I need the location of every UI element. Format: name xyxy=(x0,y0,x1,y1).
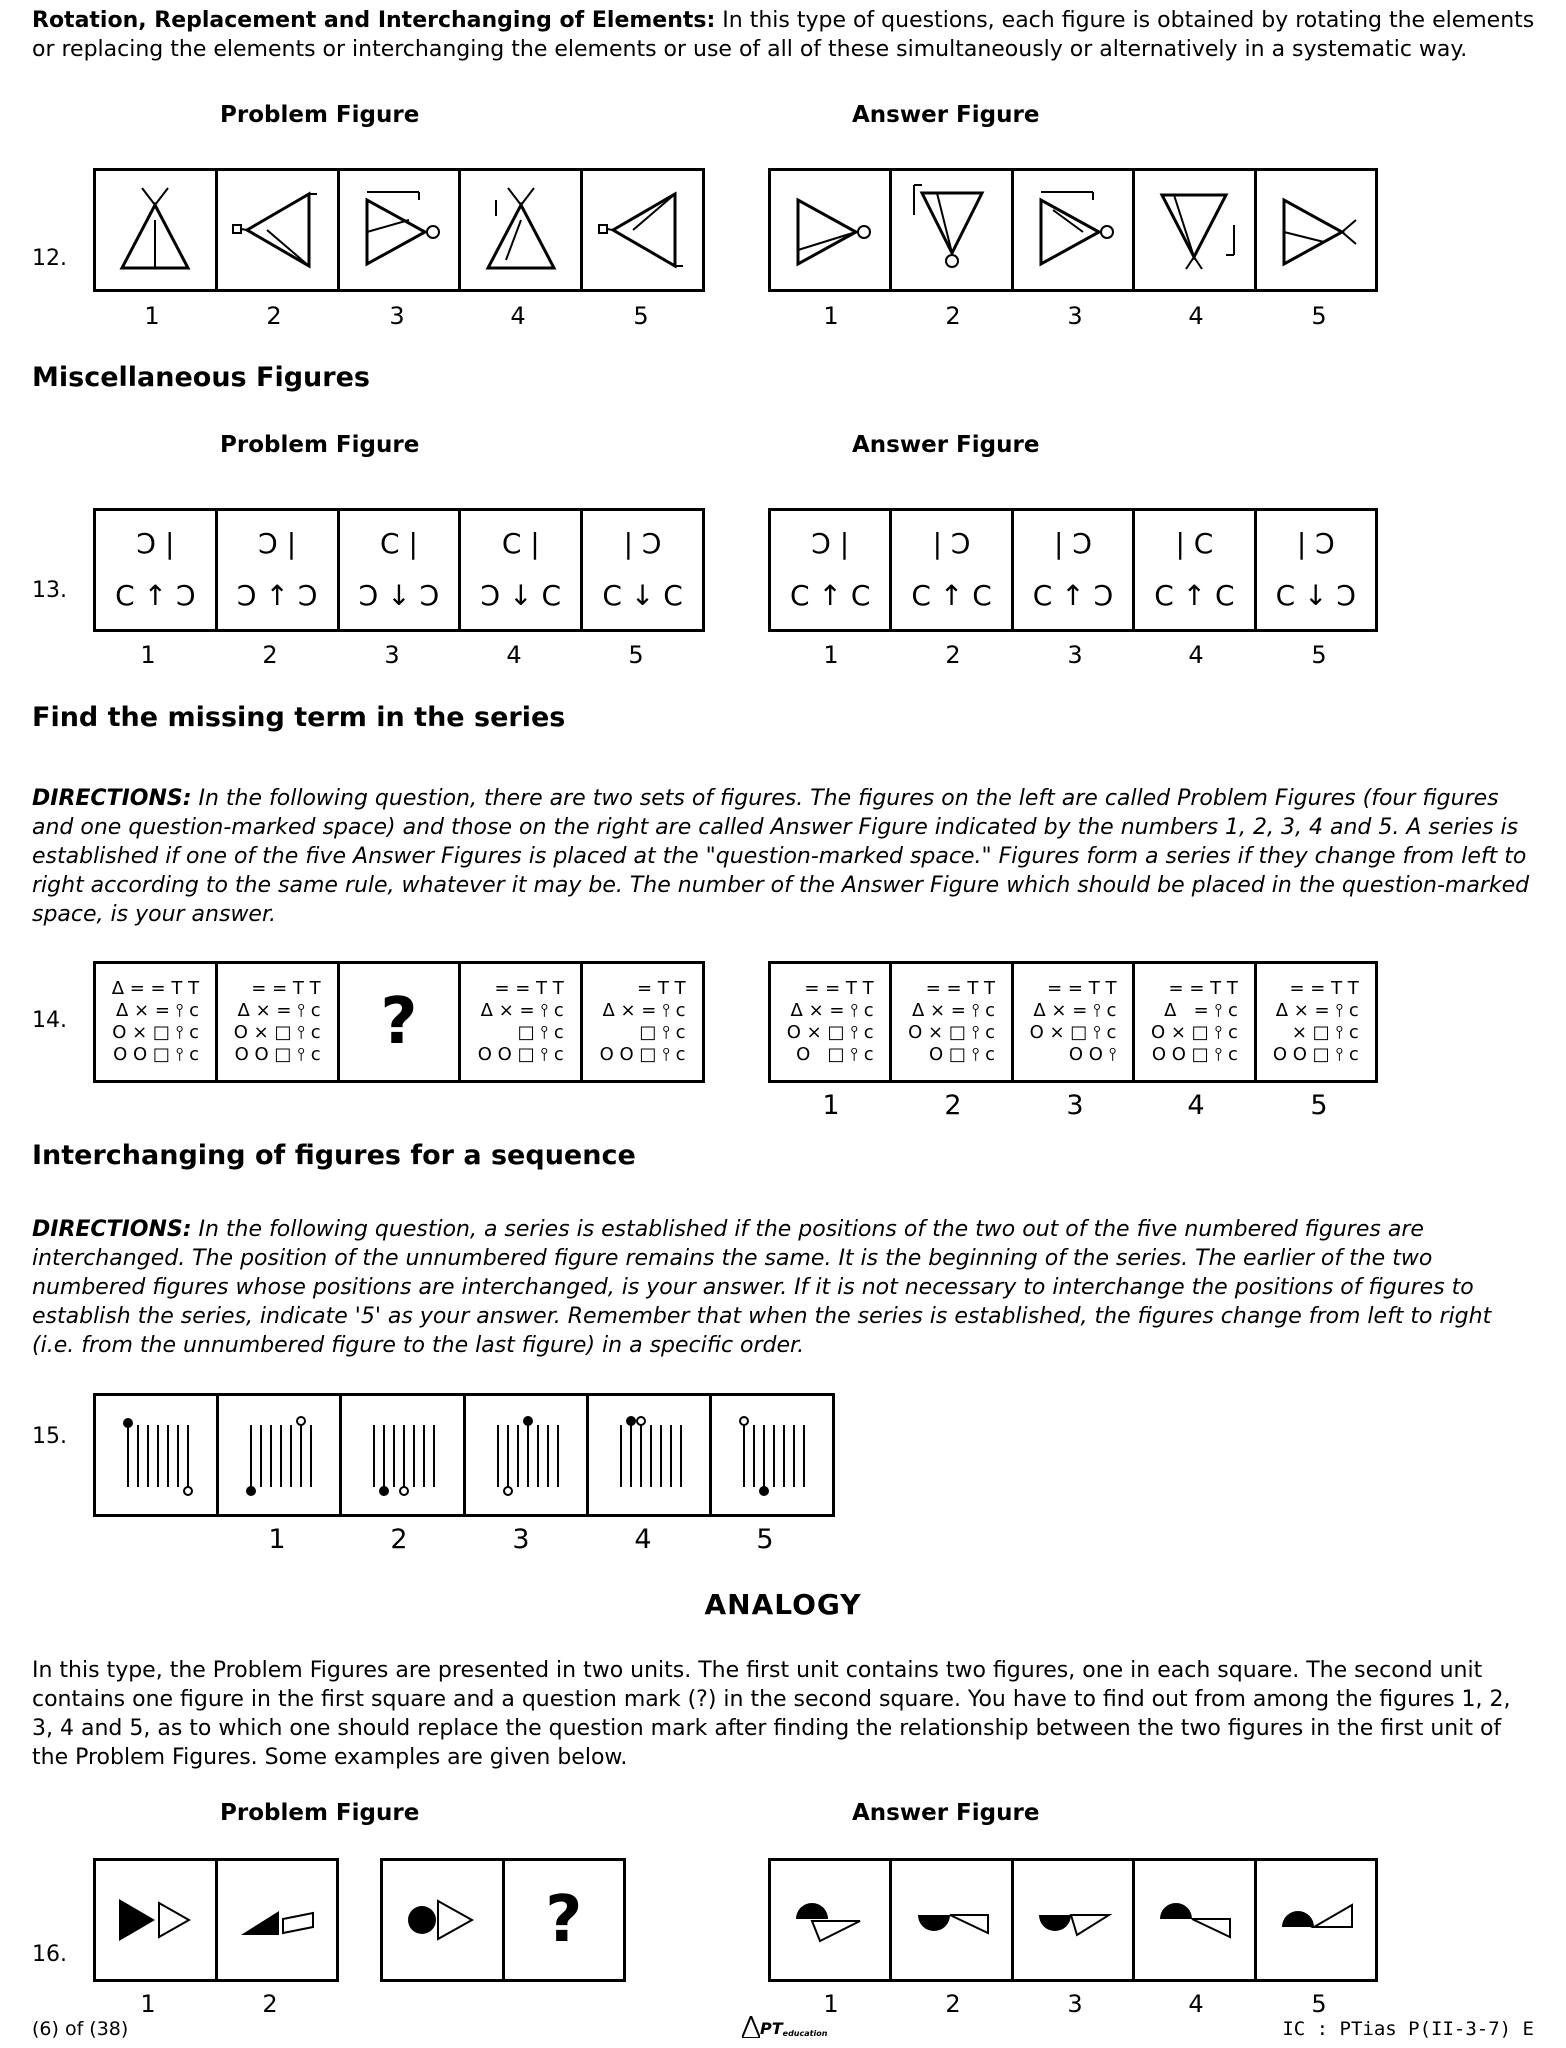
q16-answer-fig-4 xyxy=(1135,1861,1256,1979)
q13-bottom: Ɔ ↑ Ɔ xyxy=(236,579,318,612)
logo-icon xyxy=(742,2016,760,2038)
symbol-grid: = = T T Δ = ⫯ c O × □ ⫯ c O O □ ⫯ c xyxy=(1150,978,1238,1065)
q13-problem-num-5: 5 xyxy=(628,641,644,669)
lines-figure xyxy=(106,1405,206,1505)
q16-problem-num-1: 1 xyxy=(140,1990,156,2018)
q12-answer-fig-1 xyxy=(771,171,892,289)
analogy-heading: ANALOGY xyxy=(704,1588,862,1621)
question-mark: ? xyxy=(545,1883,583,1957)
q13-top: Ɔ | xyxy=(811,527,850,560)
q16-answer-num-5: 5 xyxy=(1311,1990,1327,2018)
footer-code: IC : PTias P(II-3-7) E xyxy=(1282,2018,1534,2040)
q13-answer-num-2: 2 xyxy=(945,641,961,669)
page-number: (6) of (38) xyxy=(32,2018,129,2040)
q13-top: | Ɔ xyxy=(623,527,662,560)
q16-answer-num-2: 2 xyxy=(945,1990,961,2018)
q15-figures xyxy=(93,1393,835,1517)
symbol-grid: Δ = = T T Δ × = ⫯ c O × □ ⫯ c O O □ ⫯ c xyxy=(111,978,200,1065)
triangles-figure xyxy=(227,1875,327,1965)
interchange-directions-label: DIRECTIONS: xyxy=(32,1217,192,1242)
triangle-figure xyxy=(593,180,693,280)
semicircle-triangle-figure xyxy=(1266,1875,1366,1965)
q12-problem-num-3: 3 xyxy=(389,302,405,330)
q13-problem-num-3: 3 xyxy=(384,641,400,669)
q13-top: | Ɔ xyxy=(1054,527,1093,560)
symbol-grid: = = T T Δ × = ⫯ c O × □ ⫯ c O □ ⫯ c xyxy=(908,978,996,1065)
q16-answer-fig-2 xyxy=(892,1861,1013,1979)
intro-bold: Rotation, Replacement and Interchanging of Elements: xyxy=(32,8,716,33)
q13-bottom: C ↓ Ɔ xyxy=(1275,579,1357,612)
q13-bottom: C ↓ C xyxy=(602,579,683,612)
q13-problem-figures xyxy=(93,508,705,632)
logo-text: PT xyxy=(760,2019,783,2038)
series-directions-label: DIRECTIONS: xyxy=(32,786,192,811)
interchange-directions-text: In the following question, a series is established if the positions of the two out of the five numbered figures are interchanged. The position of the unnumbered figure remains the same. It is the beginning of the series. The earlier of the two numbered figures whose positions are interchanged, is your answer. If it is not necessary to interchange the positions of figures to establish the series, indicate '5' as your answer. Remember that when the series is established, the figures change from left to right (i.e. from the unnumbered figure to the last figure) in a specific order. xyxy=(32,1217,1492,1358)
semicircle-triangle-figure xyxy=(1023,1875,1123,1965)
q13-problem-num-2: 2 xyxy=(262,641,278,669)
q16-problem-unit-1 xyxy=(93,1858,339,1982)
q16-problem-unit-2 xyxy=(380,1858,626,1982)
series-directions-text: In the following question, there are two sets of figures. The figures on the left are called Problem Figures (four figures and one question-marked space) and those on the right are called Answer Figure indicated by the numbers 1, 2, 3, 4 and 5. A series is established if one of the five Answer Figures is placed at the "question-marked space." Figures form a series if they change from left to right according to the same rule, whatever it may be. The number of the Answer Figure which should be placed in the question-marked space, is your answer. xyxy=(32,786,1530,927)
symbol-grid: = = T T Δ × = ⫯ c O × □ ⫯ c O □ ⫯ c xyxy=(786,978,874,1065)
triangle-figure xyxy=(780,180,880,280)
semicircle-triangle-figure xyxy=(902,1875,1002,1965)
symbol-grid: = = T T Δ × = ⫯ c O × □ ⫯ c O O □ ⫯ c xyxy=(233,978,321,1065)
q12-number: 12. xyxy=(32,246,67,271)
triangle-figure xyxy=(1023,180,1123,280)
semicircle-triangle-figure xyxy=(1144,1875,1244,1965)
triangles-figure xyxy=(105,1875,205,1965)
symbol-grid: = = T T Δ × = ⫯ c □ ⫯ c O O □ ⫯ c xyxy=(477,978,564,1065)
q14-problem-fig-2 xyxy=(218,964,340,1080)
q14-answer-fig-3 xyxy=(1014,964,1135,1080)
q12-answer-num-1: 1 xyxy=(823,302,839,330)
logo-subtext: education xyxy=(782,2029,828,2038)
triangle-figure xyxy=(227,180,327,280)
interchange-heading: Interchanging of figures for a sequence xyxy=(32,1140,636,1171)
misc-heading: Miscellaneous Figures xyxy=(32,362,370,393)
q14-answer-fig-4 xyxy=(1135,964,1256,1080)
q16-problem-fig-1 xyxy=(96,1861,218,1979)
q16-answer-fig-3 xyxy=(1014,1861,1135,1979)
q15-fig-1 xyxy=(219,1396,342,1514)
q13-problem-num-4: 4 xyxy=(506,641,522,669)
q16-problem-fig-2 xyxy=(218,1861,337,1979)
q15-num-1: 1 xyxy=(268,1524,286,1555)
q16-answer-num-1: 1 xyxy=(823,1990,839,2018)
q14-problem-fig-5 xyxy=(583,964,702,1080)
intro-paragraph xyxy=(32,6,1537,64)
q13-bottom: Ɔ ↓ Ɔ xyxy=(358,579,440,612)
q13-top: Ɔ | xyxy=(258,527,297,560)
q13-bottom: C ↑ Ɔ xyxy=(115,579,196,612)
publisher-logo xyxy=(742,2016,827,2038)
series-heading: Find the missing term in the series xyxy=(32,702,566,733)
q13-top: C | xyxy=(501,527,540,560)
q13-bottom: C ↑ C xyxy=(790,579,871,612)
q15-fig-2 xyxy=(342,1396,465,1514)
q12-answer-num-3: 3 xyxy=(1067,302,1083,330)
q16-answer-num-3: 3 xyxy=(1067,1990,1083,2018)
series-directions xyxy=(32,784,1537,929)
q16-answer-fig-1 xyxy=(771,1861,892,1979)
q12-answer-fig-3 xyxy=(1014,171,1135,289)
q12-answer-num-2: 2 xyxy=(945,302,961,330)
q15-num-2: 2 xyxy=(390,1524,408,1555)
q13-answer-num-1: 1 xyxy=(823,641,839,669)
q13-answer-fig-2 xyxy=(892,511,1013,629)
triangle-figure xyxy=(1266,180,1366,280)
q16-answer-fig-5 xyxy=(1257,1861,1375,1979)
q13-answer-num-3: 3 xyxy=(1067,641,1083,669)
q15-fig-3 xyxy=(466,1396,589,1514)
symbol-grid: = = T T Δ × = ⫯ c × □ ⫯ c O O □ ⫯ c xyxy=(1272,978,1359,1065)
circle-triangle-figure xyxy=(392,1875,492,1965)
q14-problem-fig-4 xyxy=(461,964,583,1080)
lines-figure xyxy=(352,1405,452,1505)
q16-problem-fig-4 xyxy=(505,1861,624,1979)
q13-problem-fig-2 xyxy=(218,511,340,629)
q13-answer-label: Answer Figure xyxy=(852,432,1040,458)
q12-problem-num-2: 2 xyxy=(266,302,282,330)
semicircle-triangle-figure xyxy=(780,1875,880,1965)
triangle-figure xyxy=(1144,175,1244,285)
q12-answer-num-4: 4 xyxy=(1188,302,1204,330)
q13-bottom: Ɔ ↓ C xyxy=(480,579,562,612)
q16-problem-num-2: 2 xyxy=(262,1990,278,2018)
q13-top: Ɔ | xyxy=(136,527,175,560)
q12-answer-num-5: 5 xyxy=(1311,302,1327,330)
q15-num-4: 4 xyxy=(634,1524,652,1555)
q13-top: C | xyxy=(380,527,418,560)
q12-problem-fig-4 xyxy=(461,171,583,289)
q16-number: 16. xyxy=(32,1942,67,1967)
q13-answer-fig-1 xyxy=(771,511,892,629)
q14-answer-num-3: 3 xyxy=(1066,1090,1084,1121)
q12-problem-fig-5 xyxy=(583,171,702,289)
q16-answer-figures xyxy=(768,1858,1378,1982)
q13-top: | C xyxy=(1175,527,1214,560)
q12-problem-fig-1 xyxy=(96,171,218,289)
q14-answer-num-1: 1 xyxy=(822,1090,840,1121)
q16-problem-fig-3 xyxy=(383,1861,505,1979)
q13-answer-fig-3 xyxy=(1014,511,1135,629)
analogy-text: In this type, the Problem Figures are presented in two units. The first unit contains two figures, one in each square. The second unit contains one figure in the first square and a question mark (?) in the second square. You have to find out from among the figures 1, 2, 3, 4 and 5, as to which one should replace the question mark after finding the relationship between the two figures in the first unit of the Problem Figures. Some examples are given below. xyxy=(32,1658,1511,1770)
q14-answer-num-4: 4 xyxy=(1187,1090,1205,1121)
question-mark: ? xyxy=(380,985,418,1059)
q12-problem-figures xyxy=(93,168,705,292)
q13-problem-fig-5 xyxy=(583,511,702,629)
q15-fig-5 xyxy=(712,1396,832,1514)
q13-number: 13. xyxy=(32,578,67,603)
q14-problem-fig-3 xyxy=(340,964,462,1080)
q14-answer-figures xyxy=(768,961,1378,1083)
q14-answer-fig-2 xyxy=(892,964,1013,1080)
q13-problem-label: Problem Figure xyxy=(220,432,420,458)
q12-answer-fig-4 xyxy=(1135,171,1256,289)
q16-answer-num-4: 4 xyxy=(1188,1990,1204,2018)
q13-bottom: C ↑ Ɔ xyxy=(1032,579,1114,612)
q12-problem-fig-3 xyxy=(340,171,462,289)
q15-num-5: 5 xyxy=(756,1524,774,1555)
q15-number: 15. xyxy=(32,1424,67,1449)
q14-answer-fig-5 xyxy=(1257,964,1375,1080)
q12-problem-label: Problem Figure xyxy=(220,102,420,128)
q12-answer-label: Answer Figure xyxy=(852,102,1040,128)
q13-bottom: C ↑ C xyxy=(911,579,992,612)
q16-answer-label: Answer Figure xyxy=(852,1800,1040,1826)
q15-fig-0 xyxy=(96,1396,219,1514)
q13-bottom: C ↑ C xyxy=(1154,579,1235,612)
q12-answer-figures xyxy=(768,168,1378,292)
q14-answer-fig-1 xyxy=(771,964,892,1080)
lines-figure xyxy=(476,1405,576,1505)
q13-answer-fig-4 xyxy=(1135,511,1256,629)
interchange-directions xyxy=(32,1215,1537,1360)
intro-text: In this type of questions, each figure is obtained by rotating the elements or replacing the elements or interchanging the elements or use of all of these simultaneously or alternatively in a systematic way. xyxy=(32,8,1535,62)
q14-answer-num-2: 2 xyxy=(944,1090,962,1121)
q13-problem-fig-1 xyxy=(96,511,218,629)
triangle-figure xyxy=(476,180,566,280)
q14-problem-fig-1 xyxy=(96,964,218,1080)
q13-top: | Ɔ xyxy=(1296,527,1335,560)
q12-problem-num-5: 5 xyxy=(633,302,649,330)
q14-problem-figures xyxy=(93,961,705,1083)
triangle-figure xyxy=(110,180,200,280)
triangle-figure xyxy=(349,180,449,280)
symbol-grid: = T T Δ × = ⫯ c □ ⫯ c O O □ ⫯ c xyxy=(599,978,686,1065)
symbol-grid: = = T T Δ × = ⫯ c O × □ ⫯ c O O ⫯ xyxy=(1029,978,1117,1065)
q13-answer-num-4: 4 xyxy=(1188,641,1204,669)
q13-top: | Ɔ xyxy=(932,527,971,560)
q13-answer-figures xyxy=(768,508,1378,632)
lines-figure xyxy=(722,1405,822,1505)
q14-number: 14. xyxy=(32,1008,67,1033)
q12-problem-fig-2 xyxy=(218,171,340,289)
q15-num-3: 3 xyxy=(512,1524,530,1555)
q12-problem-num-1: 1 xyxy=(144,302,160,330)
q13-answer-num-5: 5 xyxy=(1311,641,1327,669)
q13-problem-fig-4 xyxy=(461,511,583,629)
lines-figure xyxy=(229,1405,329,1505)
q16-problem-label: Problem Figure xyxy=(220,1800,420,1826)
q13-problem-num-1: 1 xyxy=(140,641,156,669)
q12-answer-fig-2 xyxy=(892,171,1013,289)
q13-problem-fig-3 xyxy=(340,511,462,629)
q13-answer-fig-5 xyxy=(1257,511,1375,629)
q12-answer-fig-5 xyxy=(1257,171,1375,289)
lines-figure xyxy=(599,1405,699,1505)
q15-fig-4 xyxy=(589,1396,712,1514)
triangle-figure xyxy=(902,175,1002,285)
q12-problem-num-4: 4 xyxy=(510,302,526,330)
q14-answer-num-5: 5 xyxy=(1310,1090,1328,1121)
